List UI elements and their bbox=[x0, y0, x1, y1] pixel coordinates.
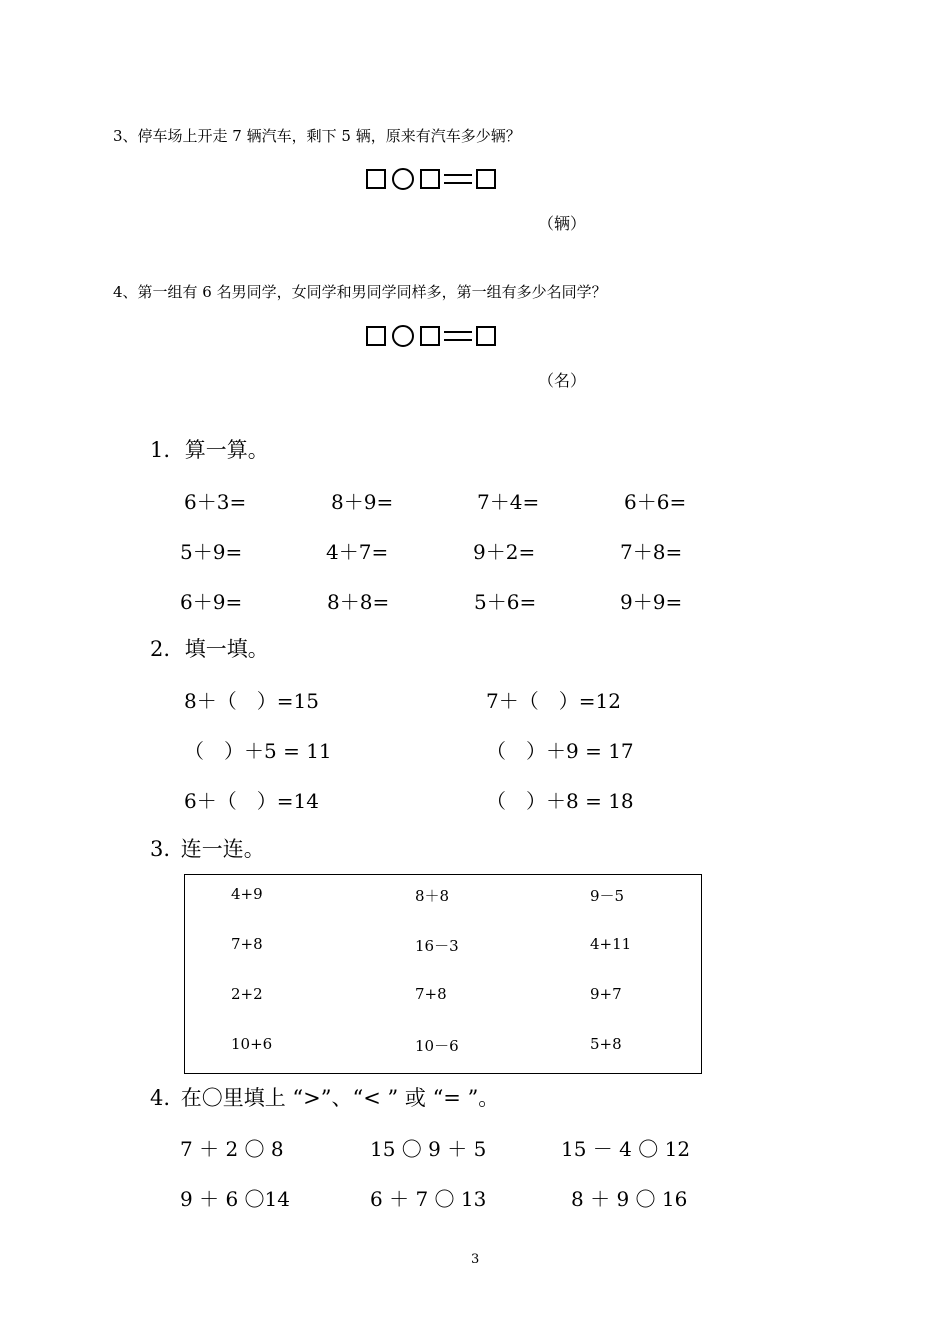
connect-item[interactable]: 10－6 bbox=[415, 1037, 459, 1055]
connect-item[interactable]: 4+9 bbox=[231, 885, 263, 903]
section-2-heading bbox=[150, 633, 269, 663]
connect-item[interactable]: 10+6 bbox=[231, 1035, 273, 1053]
section-4-heading bbox=[150, 1082, 499, 1112]
section-number: 2. bbox=[150, 637, 171, 661]
connect-item[interactable]: 9+7 bbox=[590, 985, 622, 1003]
answer-box[interactable] bbox=[366, 169, 386, 189]
connect-item[interactable]: 4+11 bbox=[590, 935, 632, 953]
answer-box[interactable] bbox=[420, 326, 440, 346]
calc-item: 9＋2= bbox=[473, 540, 536, 564]
operator-circle[interactable] bbox=[392, 168, 414, 190]
unit-label: （辆） bbox=[538, 214, 587, 233]
answer-box[interactable] bbox=[366, 326, 386, 346]
calc-item: 6＋9= bbox=[180, 590, 243, 614]
calc-item: 7＋4= bbox=[477, 490, 540, 514]
fill-item: 8＋（ ）=15 bbox=[184, 689, 319, 713]
equals-sign bbox=[444, 174, 472, 184]
section-number: 3. bbox=[150, 837, 171, 861]
compare-item: 9 ＋ 6 〇14 bbox=[180, 1187, 290, 1211]
calc-item: 6＋6= bbox=[624, 490, 687, 514]
calc-item: 6＋3= bbox=[184, 490, 247, 514]
calc-item: 8＋8= bbox=[327, 590, 390, 614]
word-problem-3: 3、停车场上开走 7 辆汽车，剩下 5 辆，原来有汽车多少辆？ bbox=[113, 127, 521, 145]
connect-item[interactable]: 7+8 bbox=[415, 985, 447, 1003]
connect-item[interactable]: 5+8 bbox=[590, 1035, 622, 1053]
section-3-heading bbox=[150, 833, 265, 863]
section-number: 4. bbox=[150, 1086, 171, 1110]
section-title: 在〇里填上 “>”、“< ” 或 “= ”。 bbox=[180, 1086, 500, 1110]
operator-circle[interactable] bbox=[392, 325, 414, 347]
connect-item[interactable]: 9－5 bbox=[590, 887, 625, 905]
equation-template-3 bbox=[366, 168, 496, 190]
calc-item: 5＋6= bbox=[474, 590, 537, 614]
answer-box[interactable] bbox=[476, 169, 496, 189]
connect-item[interactable]: 7+8 bbox=[231, 935, 263, 953]
word-problem-4: 4、第一组有 6 名男同学，女同学和男同学同样多，第一组有多少名同学？ bbox=[113, 283, 607, 301]
fill-item: （ ）＋8 = 18 bbox=[486, 789, 634, 813]
calc-item: 7＋8= bbox=[620, 540, 683, 564]
section-title: 连一连。 bbox=[180, 837, 265, 861]
calc-item: 4＋7= bbox=[326, 540, 389, 564]
connect-item[interactable]: 16－3 bbox=[415, 937, 459, 955]
connect-item[interactable]: 2+2 bbox=[231, 985, 263, 1003]
fill-item: 7＋（ ）=12 bbox=[486, 689, 621, 713]
calc-item: 8＋9= bbox=[331, 490, 394, 514]
answer-box[interactable] bbox=[476, 326, 496, 346]
section-1-heading bbox=[150, 434, 269, 464]
section-number: 1. bbox=[150, 438, 171, 462]
page-number: 3 bbox=[471, 1252, 480, 1267]
equals-sign bbox=[444, 331, 472, 341]
section-title: 填一填。 bbox=[184, 637, 269, 661]
compare-item: 15 〇 9 ＋ 5 bbox=[370, 1137, 487, 1161]
fill-item: （ ）＋5 = 11 bbox=[184, 739, 332, 763]
compare-item: 7 ＋ 2 〇 8 bbox=[180, 1137, 284, 1161]
calc-item: 5＋9= bbox=[180, 540, 243, 564]
answer-box[interactable] bbox=[420, 169, 440, 189]
fill-item: （ ）＋9 = 17 bbox=[486, 739, 634, 763]
compare-item: 6 ＋ 7 〇 13 bbox=[370, 1187, 487, 1211]
equation-template-4 bbox=[366, 325, 496, 347]
unit-label: （名） bbox=[538, 371, 587, 390]
section-title: 算一算。 bbox=[184, 438, 269, 462]
calc-item: 9＋9= bbox=[620, 590, 683, 614]
compare-item: 8 ＋ 9 〇 16 bbox=[571, 1187, 688, 1211]
compare-item: 15 － 4 〇 12 bbox=[561, 1137, 691, 1161]
connect-item[interactable]: 8＋8 bbox=[415, 887, 450, 905]
fill-item: 6＋（ ）=14 bbox=[184, 789, 319, 813]
